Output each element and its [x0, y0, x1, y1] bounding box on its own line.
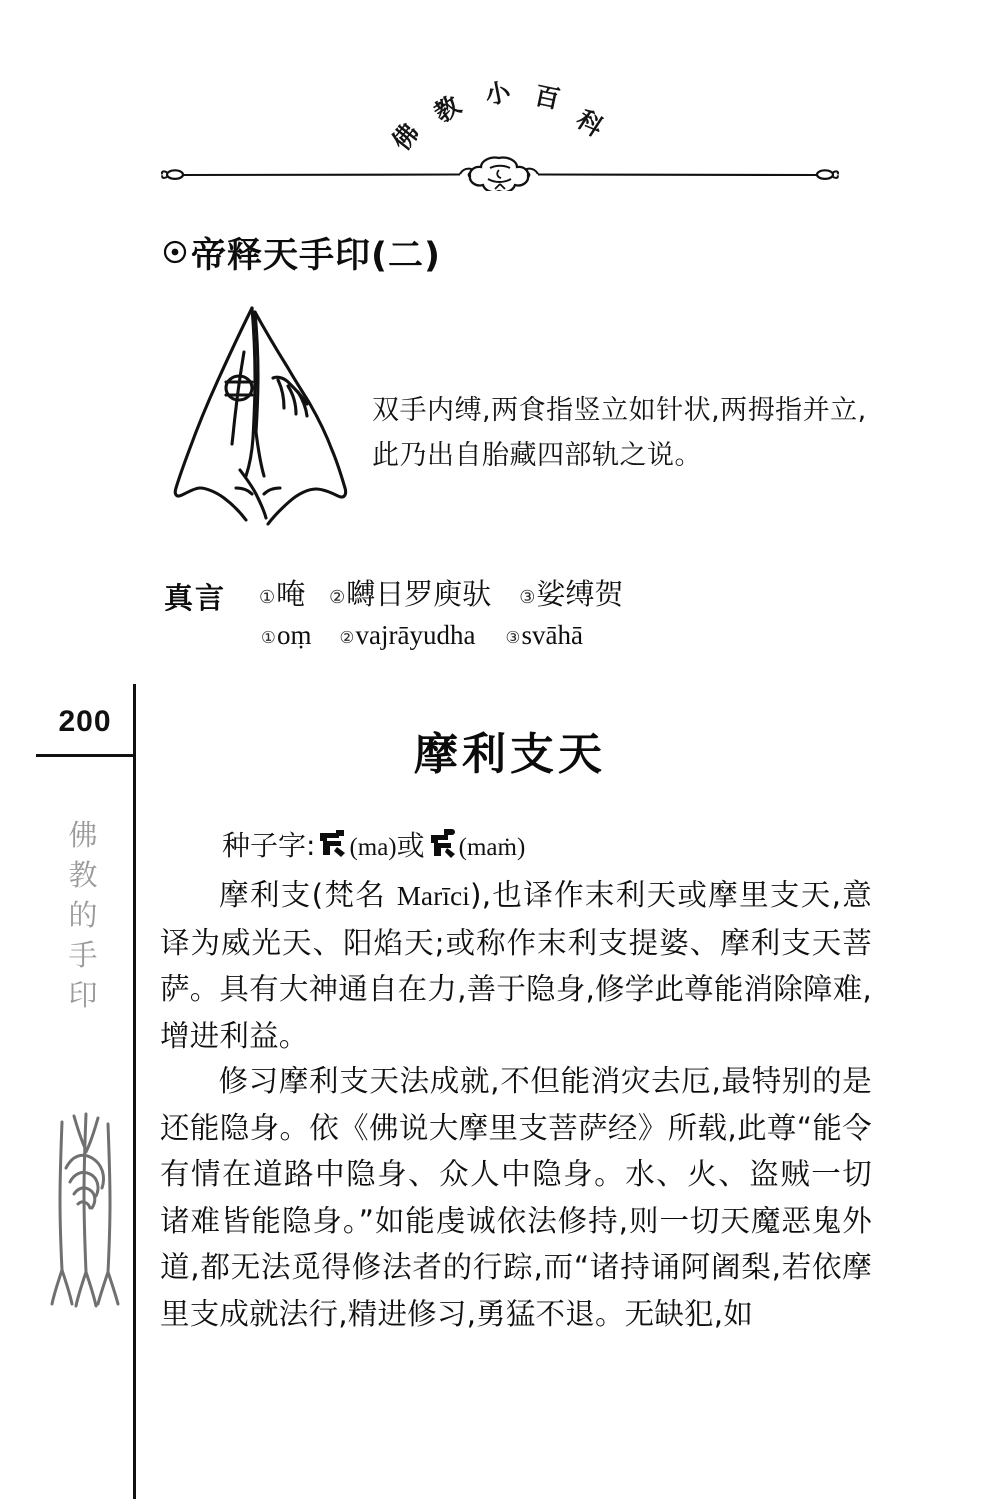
mantra-cjk-segment	[259, 572, 305, 613]
page-number-rule	[36, 754, 135, 757]
mantra-index: ①	[259, 587, 276, 608]
sidebar-title-char: 印	[68, 978, 98, 1012]
ornamental-divider	[160, 155, 840, 191]
seed-label: 种子字:	[222, 829, 316, 862]
paragraph-rest: ),也译作末利天或摩里支天,意译为威光天、阳焰天;或称作末利支提婆、摩利支天菩萨。具有大神通自在力,善于隐身,修学此尊能消除障难,增进利益。	[160, 878, 872, 1053]
entry-heading-text: 帝释天手印(二)	[191, 236, 441, 276]
seed-conjunction: 或	[396, 829, 425, 862]
mantra-index: ②	[329, 587, 346, 608]
mantra-cjk-text: 唵	[276, 577, 306, 611]
siddham-ma-glyph-icon	[317, 827, 347, 859]
sidebar-title-char: 的	[68, 898, 98, 932]
paragraph-lead: 摩利支(梵名	[218, 878, 397, 912]
mantra-index: ③	[505, 628, 521, 647]
circle-dot-bullet-icon	[162, 234, 188, 274]
mantra-cjk-text: 娑缚贺	[536, 577, 624, 611]
divider-svg	[160, 155, 840, 191]
mantra-label: 真言	[164, 581, 227, 615]
praying-hands-mudra-illustration	[160, 292, 360, 534]
sanskrit-name: Marīci	[396, 881, 471, 911]
running-header	[0, 60, 981, 190]
mantra-cjk-row	[259, 572, 789, 613]
sidebar-mudra-svg	[44, 1108, 128, 1318]
mantra-index: ①	[261, 628, 277, 647]
sidebar-title-char: 手	[68, 938, 98, 972]
arc-running-title	[386, 60, 620, 170]
arc-title-char: 小	[482, 76, 513, 111]
section-title: 摩利支天	[414, 729, 606, 780]
mantra-roman-text: vajrāyudha	[355, 620, 476, 650]
mantra-roman-segment	[506, 620, 584, 651]
body-paragraph	[160, 1058, 872, 1337]
margin-vertical-rule	[133, 684, 136, 1499]
sidebar-vertical-title	[56, 815, 110, 1015]
sidebar-title-char: 教	[68, 858, 98, 892]
sidebar-mudra-decoration	[44, 1108, 128, 1318]
mantra-cjk-segment	[329, 572, 491, 613]
mantra-index: ②	[339, 628, 355, 647]
mantra-roman-segment	[261, 620, 312, 651]
siddham-mam-glyph-icon	[427, 827, 457, 859]
mantra-index: ③	[519, 587, 536, 608]
divider-center-ornament	[470, 158, 528, 191]
mudra-description-text: 双手内缚,两食指竖立如针状,两拇指并立,此乃出自胎藏四部轨之说。	[372, 395, 867, 471]
arc-title-char: 佛	[386, 118, 425, 156]
sidebar-title-char: 佛	[68, 818, 98, 852]
mantra-roman-text: svāhā	[521, 620, 583, 650]
mantra-roman-segment	[340, 620, 476, 651]
entry-heading	[162, 228, 441, 278]
mantra-romanization-row	[259, 620, 789, 651]
seed-syllable-line	[222, 824, 525, 864]
hands-drawing-svg	[160, 292, 360, 534]
mantra-roman-text: oṃ	[277, 620, 312, 650]
body-paragraph	[160, 872, 872, 1059]
mantra-cjk-text: 嚩日罗庾驮	[346, 577, 492, 611]
arc-title-char: 教	[428, 90, 466, 129]
mantra-cjk-segment	[519, 572, 623, 613]
paragraph-text: 修习摩利支天法成就,不但能消灾去厄,最特别的是还能隐身。依《佛说大摩里支菩萨经》所载,此尊“能令有情在道路中隐身、众人中隐身。水、火、盗贼一切诸难皆能隐身。”如能虔诚依法修持,则一切天魔恶鬼外道,都无法觅得修法者的行踪,而“诸持诵阿阇梨,若依摩里支成就法行,精进修习,勇猛不退。无缺犯,如	[160, 1064, 872, 1331]
arc-title-char: 科	[571, 104, 609, 143]
arc-title-char: 百	[531, 80, 563, 115]
page-number: 200	[58, 705, 112, 738]
seed-roman-2: (maṁ)	[458, 834, 526, 861]
seed-roman-1: (ma)	[349, 834, 397, 861]
